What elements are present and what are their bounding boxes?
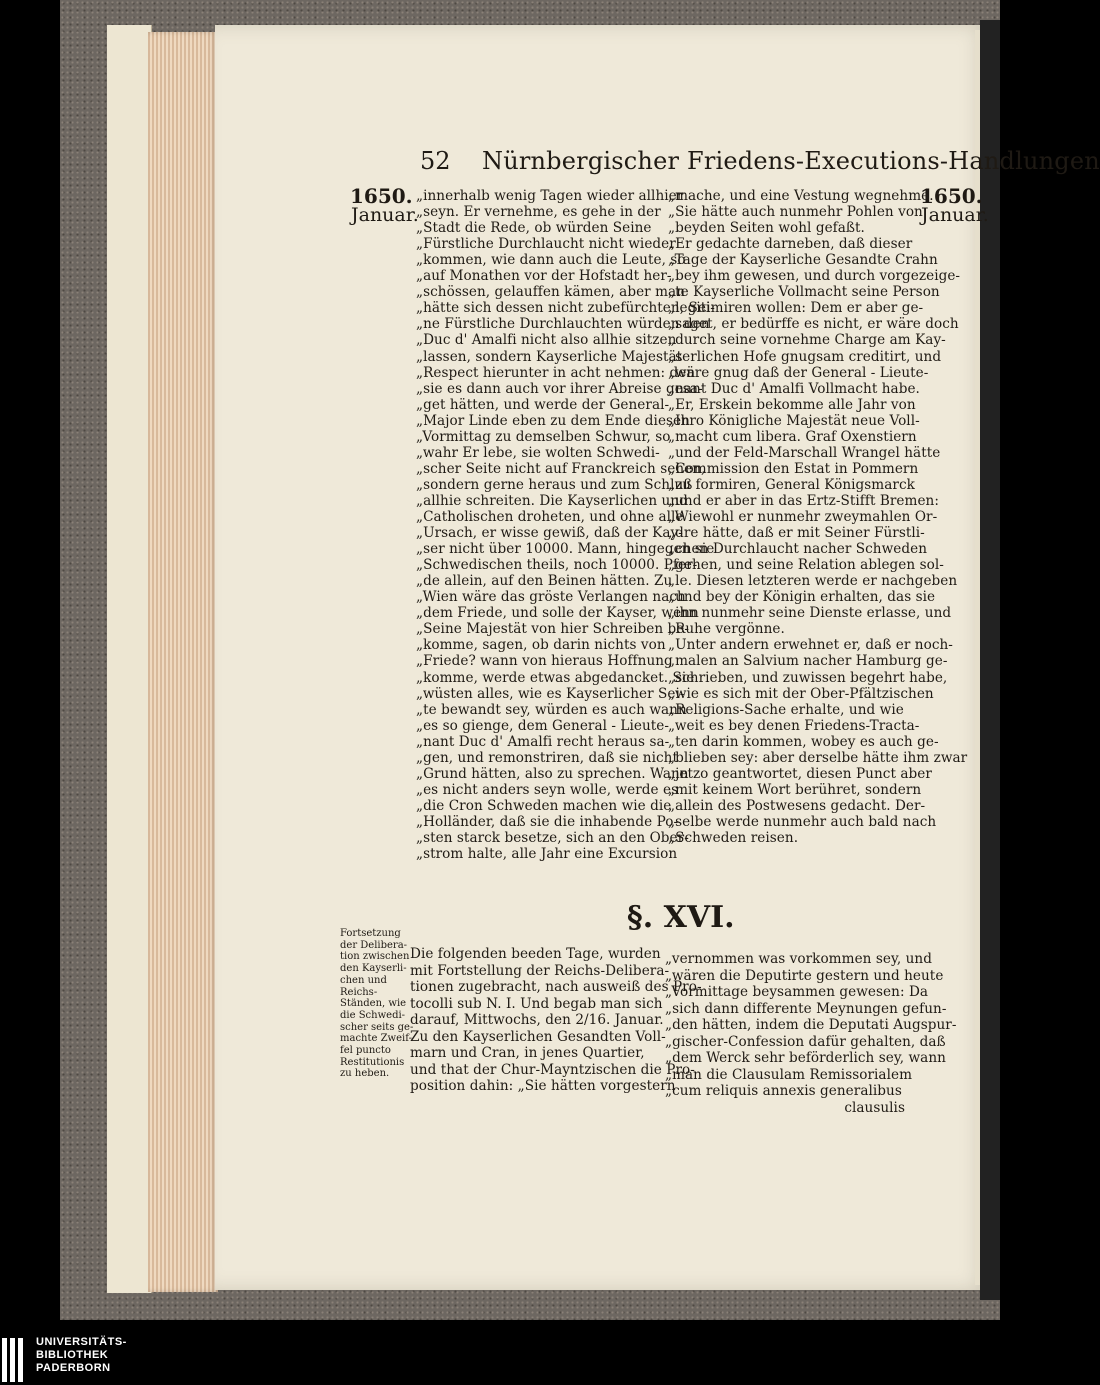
text-line: „wahr Er lebe, sie wolten Schwedi- xyxy=(416,444,660,461)
text-line: marn und Cran, in jenes Quartier, xyxy=(410,1045,645,1061)
text-line: „le. Diesen letzteren werde er nachgeben xyxy=(668,573,958,590)
text-line: „malen an Salvium nacher Hamburg ge- xyxy=(668,653,948,670)
text-line: „chen Durchlaucht nacher Schweden xyxy=(668,541,928,558)
text-line: „dem Werck sehr beförderlich sey, wann xyxy=(665,1050,946,1066)
text-line: „Commission den Estat in Pommern xyxy=(668,460,919,477)
page-number: 52 xyxy=(420,147,451,175)
text-line: „Vormittage beysammen gewesen: Da xyxy=(665,984,929,1000)
text-line: „Sie hätte auch nunmehr Pohlen von xyxy=(668,204,923,221)
margin-note-line: die Schwedi- xyxy=(340,1009,406,1021)
text-line: „mache, und eine Vestung wegnehme. xyxy=(668,188,934,204)
text-line: position dahin: „Sie hätten vorgestern xyxy=(410,1078,676,1094)
logo-line-1: UNIVERSITÄTS- xyxy=(36,1336,127,1348)
margin-note-line: machte Zweif- xyxy=(340,1033,412,1045)
text-line: „die Cron Schweden machen wie die xyxy=(416,797,672,814)
text-line: „Er, Erskein bekomme alle Jahr von xyxy=(668,396,916,413)
text-line: „gehen, und seine Relation ablegen sol- xyxy=(668,557,944,574)
text-line: „sondern gerne heraus und zum Schluß xyxy=(416,476,693,493)
text-line: „Respect hierunter in acht nehmen: den xyxy=(416,364,696,381)
text-line: „hätte sich dessen nicht zubefürchten, Sei- xyxy=(416,300,715,317)
margin-month-right: Januar. xyxy=(921,204,989,226)
text-line: „und er aber in das Ertz-Stifft Bremen: xyxy=(668,492,939,509)
text-line: „serlichen Hofe gnugsam creditirt, und xyxy=(668,348,942,365)
text-line: „allein des Postwesens gedacht. Der- xyxy=(668,797,926,814)
text-line: „Schweden reisen. xyxy=(668,830,799,846)
margin-note-line: Ständen, wie xyxy=(340,998,407,1010)
text-line: „strom halte, alle Jahr eine Excursion xyxy=(416,846,678,863)
text-line: „auf Monathen vor der Hofstadt her- xyxy=(416,268,672,285)
text-line: „den hätten, indem die Deputati Augspur- xyxy=(665,1017,957,1033)
running-title: Nürnbergischer Friedens-Executions-Handlungen xyxy=(482,147,1100,175)
text-line: „legitimiren wollen: Dem er aber ge- xyxy=(668,300,924,317)
library-logo-text xyxy=(36,1336,127,1375)
text-line: „nant Duc d' Amalfi Vollmacht habe. xyxy=(668,380,920,397)
text-line: „ne Fürstliche Durchlauchten würden den xyxy=(416,316,710,333)
text-line: „te bewandt sey, würden es auch wann xyxy=(416,701,687,718)
text-line: „ser nicht über 10000. Mann, hingegen sie xyxy=(416,541,715,558)
margin-note-line: scher seits ge- xyxy=(340,1021,414,1033)
text-line: clausulis xyxy=(844,1099,905,1116)
logo-line-3: PADERBORN xyxy=(36,1362,111,1374)
text-line: „Wiewohl er nunmehr zweymahlen Or- xyxy=(668,509,938,525)
text-line: „und bey der Königin erhalten, das sie xyxy=(668,589,936,606)
text-line: Zu den Kayserlichen Gesandten Voll- xyxy=(410,1028,666,1045)
text-line: „selbe werde nunmehr auch bald nach xyxy=(668,813,937,830)
text-line: „lassen, sondern Kayserliche Majestät xyxy=(416,348,683,365)
text-line: „kommen, wie dann auch die Leute, so xyxy=(416,252,686,269)
text-line: „sten starck besetze, sich an den Ober- xyxy=(416,830,689,846)
section-heading: §. XVI. xyxy=(627,900,735,935)
text-line: „mit keinem Wort berühret, sondern xyxy=(668,781,922,798)
margin-note-line: tion zwischen xyxy=(340,951,410,963)
text-line: „Er gedachte darneben, daß dieser xyxy=(668,236,913,253)
text-line: „schrieben, und zuwissen begehrt habe, xyxy=(668,669,948,686)
text-line: „wüsten alles, wie es Kayserlicher Sei- xyxy=(416,685,685,702)
text-line: „Schwedischen theils, noch 10000. Pfer- xyxy=(416,557,698,574)
text-line: „Holländer, daß sie die inhabende Po- xyxy=(416,813,679,830)
text-line: „wie es sich mit der Ober-Pfältzischen xyxy=(668,685,934,702)
text-line: „ihn nunmehr seine Dienste erlasse, und xyxy=(668,605,952,622)
margin-note-line: den Kayserli- xyxy=(340,963,407,975)
text-line: „saget, er bedürffe es nicht, er wäre doch xyxy=(668,316,959,333)
text-line: „Seine Majestät von hier Schreiben be- xyxy=(416,621,690,638)
text-line: „Religions-Sache erhalte, und wie xyxy=(668,701,904,718)
text-line: „Ursach, er wisse gewiß, daß der Kay- xyxy=(416,525,683,542)
text-line: „beyden Seiten wohl gefaßt. xyxy=(668,220,865,237)
text-line: „allhie schreiten. Die Kayserlichen und xyxy=(416,492,688,509)
text-line: „dre hätte, daß er mit Seiner Fürstli- xyxy=(668,525,925,542)
page-stack-edge xyxy=(148,32,218,1292)
text-line: „vernommen was vorkommen sey, und xyxy=(665,951,932,967)
text-line: „scher Seite nicht auf Franckreich sehen, xyxy=(416,460,706,477)
text-line: „blieben sey: aber derselbe hätte ihm zwar xyxy=(668,749,968,766)
text-line: „Wien wäre das gröste Verlangen nach xyxy=(416,589,686,606)
text-line: „innerhalb wenig Tagen wieder allhier xyxy=(416,188,684,204)
margin-note-line: fel puncto xyxy=(340,1045,391,1056)
text-line: „Stadt die Rede, ob würden Seine xyxy=(416,220,652,237)
text-line: „komme, werde etwas abgedancket. Sie xyxy=(416,669,695,686)
margin-note-line: chen und xyxy=(340,974,387,986)
text-line: tocolli sub N. I. Und begab man sich xyxy=(410,995,663,1012)
margin-year-left: 1650. xyxy=(350,184,413,208)
text-line: „Friede? wann von hieraus Hoffnung xyxy=(416,653,673,670)
text-line: tionen zugebracht, nach ausweiß des Pro- xyxy=(410,979,702,995)
text-line: „nant Duc d' Amalfi recht heraus sa- xyxy=(416,733,670,750)
text-line: Die folgenden beeden Tage, wurden xyxy=(410,946,661,962)
text-line: „komme, sagen, ob darin nichts von xyxy=(416,637,666,654)
margin-note-line: Reichs- xyxy=(340,986,378,998)
text-line: „wären die Deputirte gestern und heute xyxy=(665,967,944,984)
margin-note-line: Restitutionis xyxy=(340,1056,405,1068)
logo-line-2: BIBLIOTHEK xyxy=(36,1349,109,1361)
text-line: „und der Feld-Marschall Wrangel hätte xyxy=(668,444,941,461)
text-line: „Ihro Königliche Majestät neue Voll- xyxy=(668,412,920,429)
text-line: „cum reliquis annexis generalibus xyxy=(665,1083,902,1099)
text-line: „weit es bey denen Friedens-Tracta- xyxy=(668,717,920,734)
text-line: „wäre gnug daß der General - Lieute- xyxy=(668,364,929,381)
text-line: „schössen, gelauffen kämen, aber man xyxy=(416,284,685,301)
text-line: „Duc d' Amalfi nicht also allhie sitzen xyxy=(416,332,677,349)
text-line: „Catholischen droheten, und ohne alle xyxy=(416,509,684,525)
text-line: „zu formiren, General Königsmarck xyxy=(668,476,915,493)
text-line: „Tage der Kayserliche Gesandte Crahn xyxy=(668,252,938,269)
text-line: „ten darin kommen, wobey es auch ge- xyxy=(668,733,939,750)
text-line: „Major Linde eben zu dem Ende diesen xyxy=(416,412,690,429)
margin-note-line: zu heben. xyxy=(340,1068,390,1080)
text-line: „get hätten, und werde der General- xyxy=(416,396,670,413)
text-line: „Vormittag zu demselben Schwur, so xyxy=(416,428,671,445)
text-line: „es so gienge, dem General - Lieute- xyxy=(416,717,670,734)
text-line: „gen, und remonstriren, daß sie nicht xyxy=(416,749,678,766)
text-line: „dem Friede, und solle der Kayser, wenn xyxy=(416,605,699,622)
margin-note-line: Fortsetzung xyxy=(340,928,401,939)
text-line: „gischer-Confession dafür gehalten, daß xyxy=(665,1033,946,1050)
text-line: „Unter andern erwehnet er, daß er noch- xyxy=(668,637,953,654)
text-line: „durch seine vornehme Charge am Kay- xyxy=(668,332,946,349)
library-logo xyxy=(0,1328,300,1385)
text-line: „man die Clausulam Remissorialem xyxy=(665,1066,913,1083)
margin-year-right: 1650. xyxy=(920,184,983,208)
margin-note-line: der Delibera- xyxy=(340,939,408,951)
text-line: darauf, Mittwochs, den 2/16. Januar. xyxy=(410,1012,664,1028)
text-line: „es nicht anders seyn wolle, werde es xyxy=(416,781,679,798)
margin-month-left: Januar. xyxy=(351,204,419,226)
library-logo-icon xyxy=(2,1338,28,1382)
book-cover-edge xyxy=(107,25,152,1293)
text-line: „Grund hätten, also zu sprechen. Wann xyxy=(416,765,689,782)
text-line: „de allein, auf den Beinen hätten. Zu xyxy=(416,573,673,590)
text-line: „bey ihm gewesen, und durch vorgezeige- xyxy=(668,268,961,285)
text-line: „seyn. Er vernehme, es gehe in der xyxy=(416,204,661,221)
text-line: „jetzo geantwortet, diesen Punct aber xyxy=(668,765,932,782)
text-line: „te Kayserliche Vollmacht seine Person xyxy=(668,284,940,301)
text-line: „Fürstliche Durchlaucht nicht wieder xyxy=(416,236,676,253)
text-line: „sich dann differente Meynungen gefun- xyxy=(665,1000,947,1017)
text-line: „sie es dann auch vor ihrer Abreise gesa- xyxy=(416,380,703,397)
text-line: und that der Chur-Mayntzischen die Pro- xyxy=(410,1061,695,1078)
text-line: mit Fortstellung der Reichs-Delibera- xyxy=(410,962,670,979)
text-line: „macht cum libera. Graf Oxenstiern xyxy=(668,428,917,445)
text-line: „Ruhe vergönne. xyxy=(668,621,785,638)
